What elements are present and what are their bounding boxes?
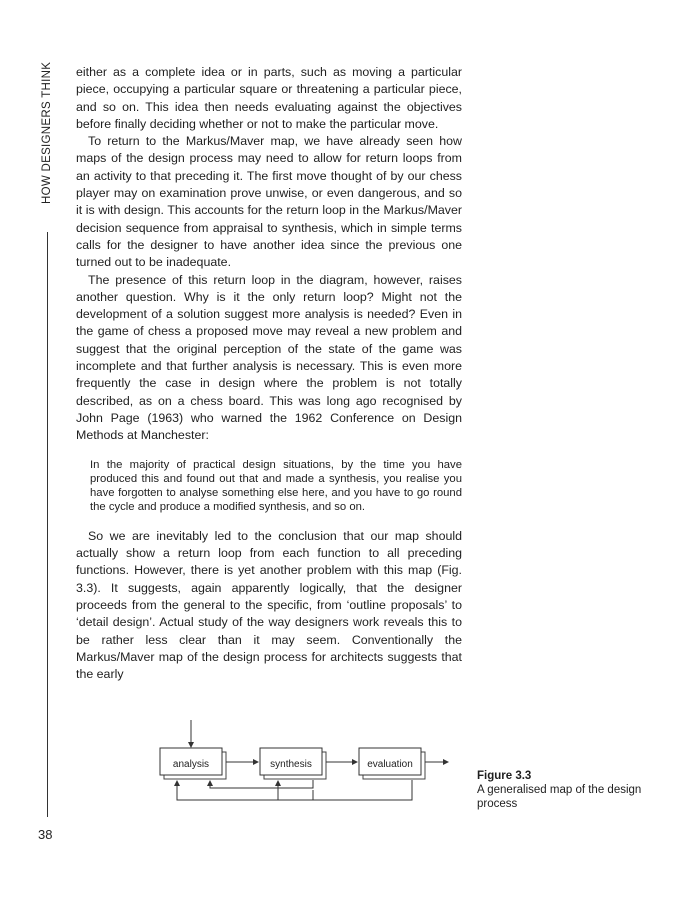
loop-evaluation-analysis: [177, 780, 412, 800]
body-text: [76, 64, 462, 683]
block-quote: In the majority of practical design situations, by the time you have produced this and found out that and made a synthesis, you realise you have forgotten to analyse something else here, and you have to go round the cycle and produce a modified synthesis, and so on.: [90, 458, 462, 514]
running-head: [37, 62, 57, 212]
page-number: 38: [38, 827, 53, 842]
figure-label: Figure 3.3: [477, 770, 532, 782]
figure-caption: [477, 769, 667, 811]
paragraph-3: The presence of this return loop in the diagram, however, raises another question. Why is it the only return loop? Might not the development of a solution suggest more analysis is needed? Even in the game of chess a proposed move may reveal a new problem and suggest that the original perception of the state of the game was incomplete and that further analysis is necessary. This is even more frequently the case in design where the problem is not totally described, as on a chess board. This was long ago recognised by John Page (1963) who warned the 1962 Conference on Design Methods at Manchester:: [76, 272, 462, 443]
process-diagram: [150, 718, 450, 808]
margin-rule: [47, 232, 48, 817]
figure-caption-text: A generalised map of the design process: [477, 784, 642, 810]
running-head-text: HOW DESIGNERS THINK: [41, 61, 53, 204]
synthesis-label: synthesis: [270, 759, 312, 770]
evaluation-label: evaluation: [367, 759, 413, 770]
paragraph-2: To return to the Markus/Maver map, we have already seen how maps of the design process may need to allow for return loops from an activity to that preceding it. The first move thought of by our chess player may on examination prove unwise, or even dangerous, and so it is with design. This accounts for the return loop in the Markus/Maver decision sequence from appraisal to synthesis, which in simple terms calls for the designer to have another idea since the previous one turned out to be inadequate.: [76, 134, 462, 270]
loop-synthesis-analysis: [210, 780, 313, 788]
analysis-label: analysis: [172, 759, 210, 770]
paragraph-4: So we are inevitably led to the conclusion that our map should actually show a return loop from each function to all preceding functions. However, there is yet another problem with this map (Fig. 3.3). It suggests, again apparently logically, that the designer proceeds from the general to the specific, from ‘outline proposals’ to ‘detail design’. Actual study of the way designers work reveals this to be rather less clear than it may seem. Conventionally the Markus/Maver map of the design process for architects suggests that the early: [76, 528, 462, 682]
paragraph-1: either as a complete idea or in parts, such as moving a particular piece, occupying a particular square or threatening a particular piece, and so on. This idea then needs evaluating against the objectives before finally deciding whether or not to make the particular move.: [76, 65, 462, 131]
